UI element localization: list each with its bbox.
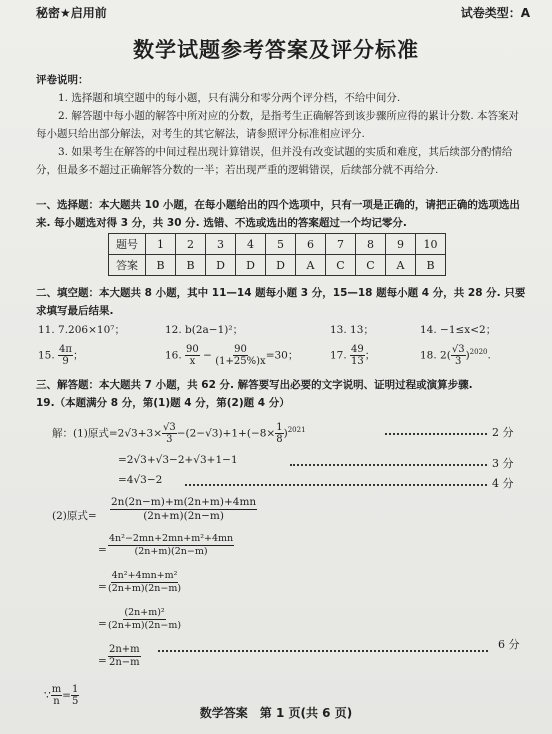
question-19-heading: 19.（本题满分 8 分，第(1)题 4 分，第(2)题 4 分）	[36, 397, 290, 409]
table-row	[109, 234, 446, 255]
question-number: 8	[356, 234, 386, 255]
numerator: (2n+m)²	[124, 607, 165, 618]
answer-cell: B	[416, 255, 446, 276]
page-footer: 数学答案 第 1 页(共 6 页)	[199, 706, 353, 720]
denominator: x	[189, 356, 196, 367]
dotted-leader	[185, 484, 487, 486]
denominator: 3	[455, 356, 462, 367]
equals-sign: =	[98, 544, 107, 556]
table-header-cell: 题号	[109, 234, 146, 255]
answer-cell: D	[206, 255, 236, 276]
denominator: (1+25%)x	[215, 356, 266, 367]
answer-12: 12. b(2a−1)²；	[165, 324, 244, 336]
numerator: 1	[71, 684, 79, 695]
numerator: 1	[276, 422, 283, 433]
score-mark: 2 分	[492, 426, 514, 439]
numerator: 90	[186, 344, 199, 355]
expression-part: 解：(1)原式=2√3+3×	[52, 427, 162, 440]
fraction	[58, 344, 73, 367]
fraction	[185, 344, 200, 367]
denominator: n	[53, 696, 60, 707]
expression-part: )	[283, 427, 288, 440]
exponent: 2020	[469, 348, 488, 356]
solution-1-line-1	[52, 422, 306, 445]
numerator: √3	[451, 344, 465, 355]
solution-2-step-5	[108, 644, 141, 669]
fraction	[350, 344, 365, 367]
question-number: 7	[326, 234, 356, 255]
question-number: 1	[146, 234, 176, 255]
numerator: 4π	[59, 344, 72, 355]
paper-type-label: 试卷类型：A	[460, 6, 530, 20]
score-mark: 4 分	[492, 477, 514, 490]
grading-note-2: 2. 解答题中每小题的解答中所对应的分数，是指考生正确解答到该步骤所应得的累计分数. 本答案对每小题只给出部分解法，对考生的其它解法，请参照评分标准相应评分.	[36, 110, 520, 140]
answer-cell: C	[356, 255, 386, 276]
answer-18-label: 18. 2	[420, 349, 447, 362]
equals-sign: =	[62, 689, 71, 702]
therefore-symbol: ∵	[44, 689, 51, 702]
answer-15-label: 15.	[38, 349, 55, 362]
denominator: (2n+m)(2n−m)	[134, 546, 208, 557]
fraction	[162, 422, 177, 445]
solution-2-step-2	[108, 533, 234, 558]
denominator: 2n−m	[109, 657, 140, 668]
expression-part: −(2−√3)+1+(−8×	[176, 427, 276, 440]
numerator: 2n+m	[109, 644, 140, 655]
denominator: (2n+m)(2n−m)	[143, 510, 224, 522]
numerator: 4n²−2mn+2mn+m²+4mn	[109, 533, 234, 544]
question-number: 2	[176, 234, 206, 255]
solution-1-line-2: =2√3+√3−2+√3+1−1	[118, 454, 238, 466]
grading-notes-heading: 评卷说明：	[36, 74, 89, 86]
denominator: (2n+m)(2n−m)	[108, 620, 182, 631]
numerator: 4n²+4mn+m²	[111, 570, 178, 581]
dotted-leader	[290, 464, 487, 466]
confidential-label: 秘密★启用前	[36, 6, 107, 20]
score-mark: 6 分	[498, 638, 520, 651]
denominator: 8	[276, 434, 283, 445]
answer-11: 11. 7.206×10⁷；	[38, 324, 125, 336]
equals-sign: =	[98, 655, 107, 667]
answer-13: 13. 13；	[330, 324, 374, 336]
grading-note-3: 3. 如果考生在解答的中间过程出现计算错误，但并没有改变试题的实质和难度，其后续部分酌情给分，但最多不超过正确解答分数的一半；若出现严重的逻辑错误，后续部分就不再给分.	[36, 146, 513, 176]
answer-cell: D	[266, 255, 296, 276]
exponent: 2021	[287, 426, 306, 434]
solution-2-step-3	[108, 570, 181, 595]
answer-15: 15. $\frac{4\pi}{9}$ ；	[38, 344, 84, 367]
denominator: 13	[351, 356, 364, 367]
dotted-leader	[158, 650, 488, 652]
question-number: 10	[416, 234, 446, 255]
answer-cell: C	[326, 255, 356, 276]
answer-18: 18. 2( $\frac{√3}{3}$ )$^{2020}$.	[420, 344, 491, 367]
table-row	[109, 255, 446, 276]
dotted-leader	[385, 433, 487, 435]
fraction	[451, 344, 466, 367]
denominator: (2n+m)(2n−m)	[108, 583, 182, 594]
answer-17: 17. $\frac{49}{13}$ ；	[330, 344, 376, 367]
answer-cell: A	[296, 255, 326, 276]
question-number: 6	[296, 234, 326, 255]
question-number: 3	[206, 234, 236, 255]
solution-2-step-4	[108, 607, 181, 632]
equals-sign: =	[98, 581, 107, 593]
question-number: 9	[386, 234, 416, 255]
section-1-heading: 一、选择题：本大题共 10 小题，在每小题给出的四个选项中，只有一项是正确的，请把正确的选项选出来. 每小题选对得 3 分，共 30 分. 选错、不选或选出的答案超过一个均记零分.	[36, 199, 520, 229]
fraction	[108, 533, 234, 558]
fraction	[108, 570, 181, 595]
numerator: 49	[351, 344, 364, 355]
solution-2-step-1	[110, 496, 257, 523]
answer-cell: D	[236, 255, 266, 276]
fraction	[108, 607, 181, 632]
page-title: 数学试题参考答案及评分标准	[133, 38, 419, 62]
grading-note-1: 1. 选择题和填空题中的每小题，只有满分和零分两个评分档，不给中间分.	[58, 92, 401, 104]
fraction	[108, 644, 141, 669]
answer-cell: B	[176, 255, 206, 276]
answer-17-label: 17.	[330, 349, 347, 362]
numerator: √3	[163, 422, 176, 433]
fraction	[110, 496, 257, 523]
equals-sign: =	[98, 618, 107, 630]
answer-cell: B	[146, 255, 176, 276]
section-3-heading: 三、解答题：本大题共 7 小题，共 62 分. 解答要写出必要的文字说明、证明过程或演算步骤.	[36, 379, 473, 391]
numerator: 2n(2n−m)+m(2n+m)+4mn	[111, 496, 257, 508]
denominator: 5	[71, 696, 79, 707]
answer-16-tail: =30；	[265, 349, 299, 362]
solution-1-line-3: =4√3−2	[118, 474, 163, 486]
numerator: 90	[234, 344, 247, 355]
denominator: 9	[62, 356, 69, 367]
choice-answer-table	[108, 233, 446, 276]
section-2-heading: 二、填空题：本大题共 8 小题，其中 11—14 题每小题 3 分，15—18 题每小题 4 分，共 28 分. 只要求填写最后结果.	[36, 287, 526, 317]
fraction	[275, 422, 283, 445]
answer-14: 14. −1≤x<2；	[420, 324, 497, 336]
answer-cell: A	[386, 255, 416, 276]
numerator: m	[51, 684, 62, 695]
answer-16-label: 16.	[165, 349, 182, 362]
score-mark: 3 分	[492, 457, 514, 470]
denominator: 3	[166, 434, 173, 445]
answer-16: 16. $\frac{90}{x}$ − $\frac{90}{(1+25\%)x}$ =30；	[165, 344, 299, 367]
table-header-cell: 答案	[109, 255, 146, 276]
fraction	[215, 344, 265, 367]
solution-2-label: (2)原式=	[52, 510, 97, 522]
question-number: 5	[266, 234, 296, 255]
question-number: 4	[236, 234, 266, 255]
